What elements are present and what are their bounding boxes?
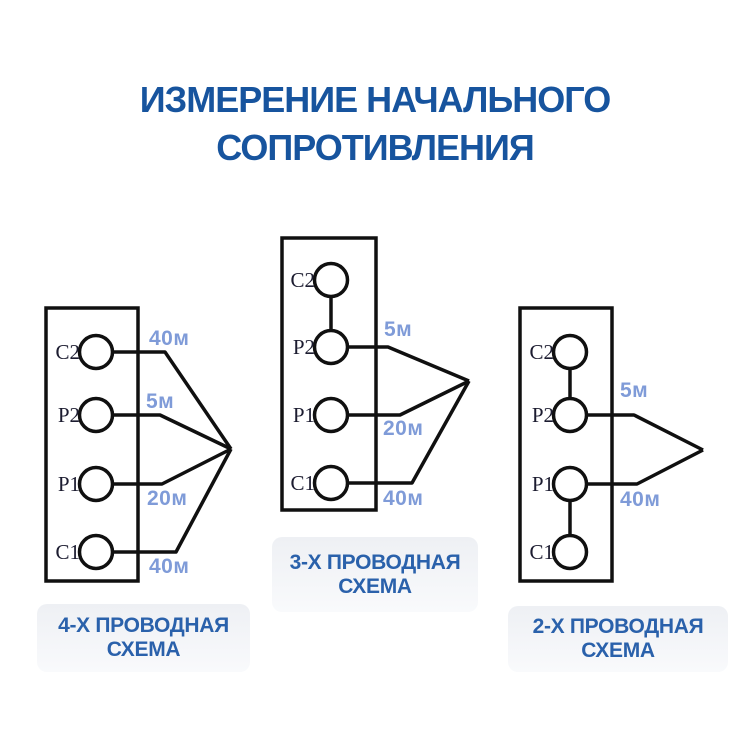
- terminal-label-3wire-C2: C2: [290, 268, 315, 292]
- terminal-label-2wire-C1: C1: [529, 540, 554, 564]
- terminal-label-4wire-P2: P2: [57, 403, 80, 427]
- wire-2wire-P2: [586, 415, 703, 450]
- caption-2-wire: [508, 606, 728, 672]
- terminal-circle-3wire-P1: [315, 399, 348, 432]
- terminal-label-2wire-C2: C2: [529, 340, 554, 364]
- terminal-circle-3wire-C1: [315, 467, 348, 500]
- terminal-circle-2wire-P1: [554, 468, 587, 501]
- wire-length-label-3wire-C1: 40м: [383, 487, 424, 510]
- terminal-circle-3wire-C2: [315, 264, 348, 297]
- terminal-label-2wire-P1: P1: [531, 472, 554, 496]
- terminal-label-3wire-P1: P1: [292, 403, 315, 427]
- caption-3-wire-line1: 3-Х ПРОВОДНАЯ: [289, 550, 461, 574]
- diagram-2-wire: [520, 308, 703, 581]
- terminal-circle-2wire-P2: [554, 399, 587, 432]
- terminal-label-2wire-P2: P2: [531, 403, 554, 427]
- caption-4-wire-line2: СХЕМА: [106, 638, 181, 661]
- wire-length-label-4wire-C2: 40м: [149, 327, 190, 350]
- terminal-label-3wire-C1: C1: [290, 471, 315, 495]
- wire-length-label-2wire-P1: 40м: [620, 488, 661, 511]
- terminal-circle-3wire-P2: [315, 331, 348, 364]
- terminal-circle-2wire-C1: [554, 536, 587, 569]
- caption-3-wire: [272, 537, 478, 612]
- wire-length-label-2wire-P2: 5м: [620, 379, 649, 402]
- diagram-3-wire: [282, 238, 469, 510]
- terminal-label-4wire-C2: C2: [55, 340, 80, 364]
- terminal-circle-2wire-C2: [554, 336, 587, 369]
- wire-length-label-4wire-P2: 5м: [146, 390, 175, 413]
- terminal-circle-4wire-P2: [80, 399, 113, 432]
- caption-4-wire-line1: 4-Х ПРОВОДНАЯ: [58, 614, 229, 637]
- caption-2-wire-line2: СХЕМА: [581, 639, 655, 662]
- wire-length-label-3wire-P2: 5м: [384, 318, 413, 341]
- terminal-label-4wire-C1: C1: [55, 540, 80, 564]
- terminal-circle-4wire-P1: [80, 468, 113, 501]
- caption-2-wire-line1: 2-Х ПРОВОДНАЯ: [532, 615, 704, 638]
- wire-3wire-P2: [347, 347, 469, 381]
- wire-length-label-3wire-P1: 20м: [383, 417, 424, 440]
- caption-3-wire-line2: СХЕМА: [338, 574, 412, 598]
- wire-3wire-P1: [347, 381, 469, 415]
- diagram-4-wire: [46, 308, 231, 581]
- terminal-circle-4wire-C2: [80, 336, 113, 369]
- wire-2wire-P1: [586, 450, 703, 484]
- terminal-label-4wire-P1: P1: [57, 472, 80, 496]
- terminal-circle-4wire-C1: [80, 536, 113, 569]
- page-title-line2: СОПРОТИВЛЕНИЯ: [216, 127, 534, 169]
- wire-length-label-4wire-P1: 20м: [147, 487, 188, 510]
- page-title-line1: ИЗМЕРЕНИЕ НАЧАЛЬНОГО: [139, 79, 611, 121]
- terminal-label-3wire-P2: P2: [292, 335, 315, 359]
- caption-4-wire: [37, 604, 250, 672]
- wire-length-label-4wire-C1: 40м: [149, 555, 190, 578]
